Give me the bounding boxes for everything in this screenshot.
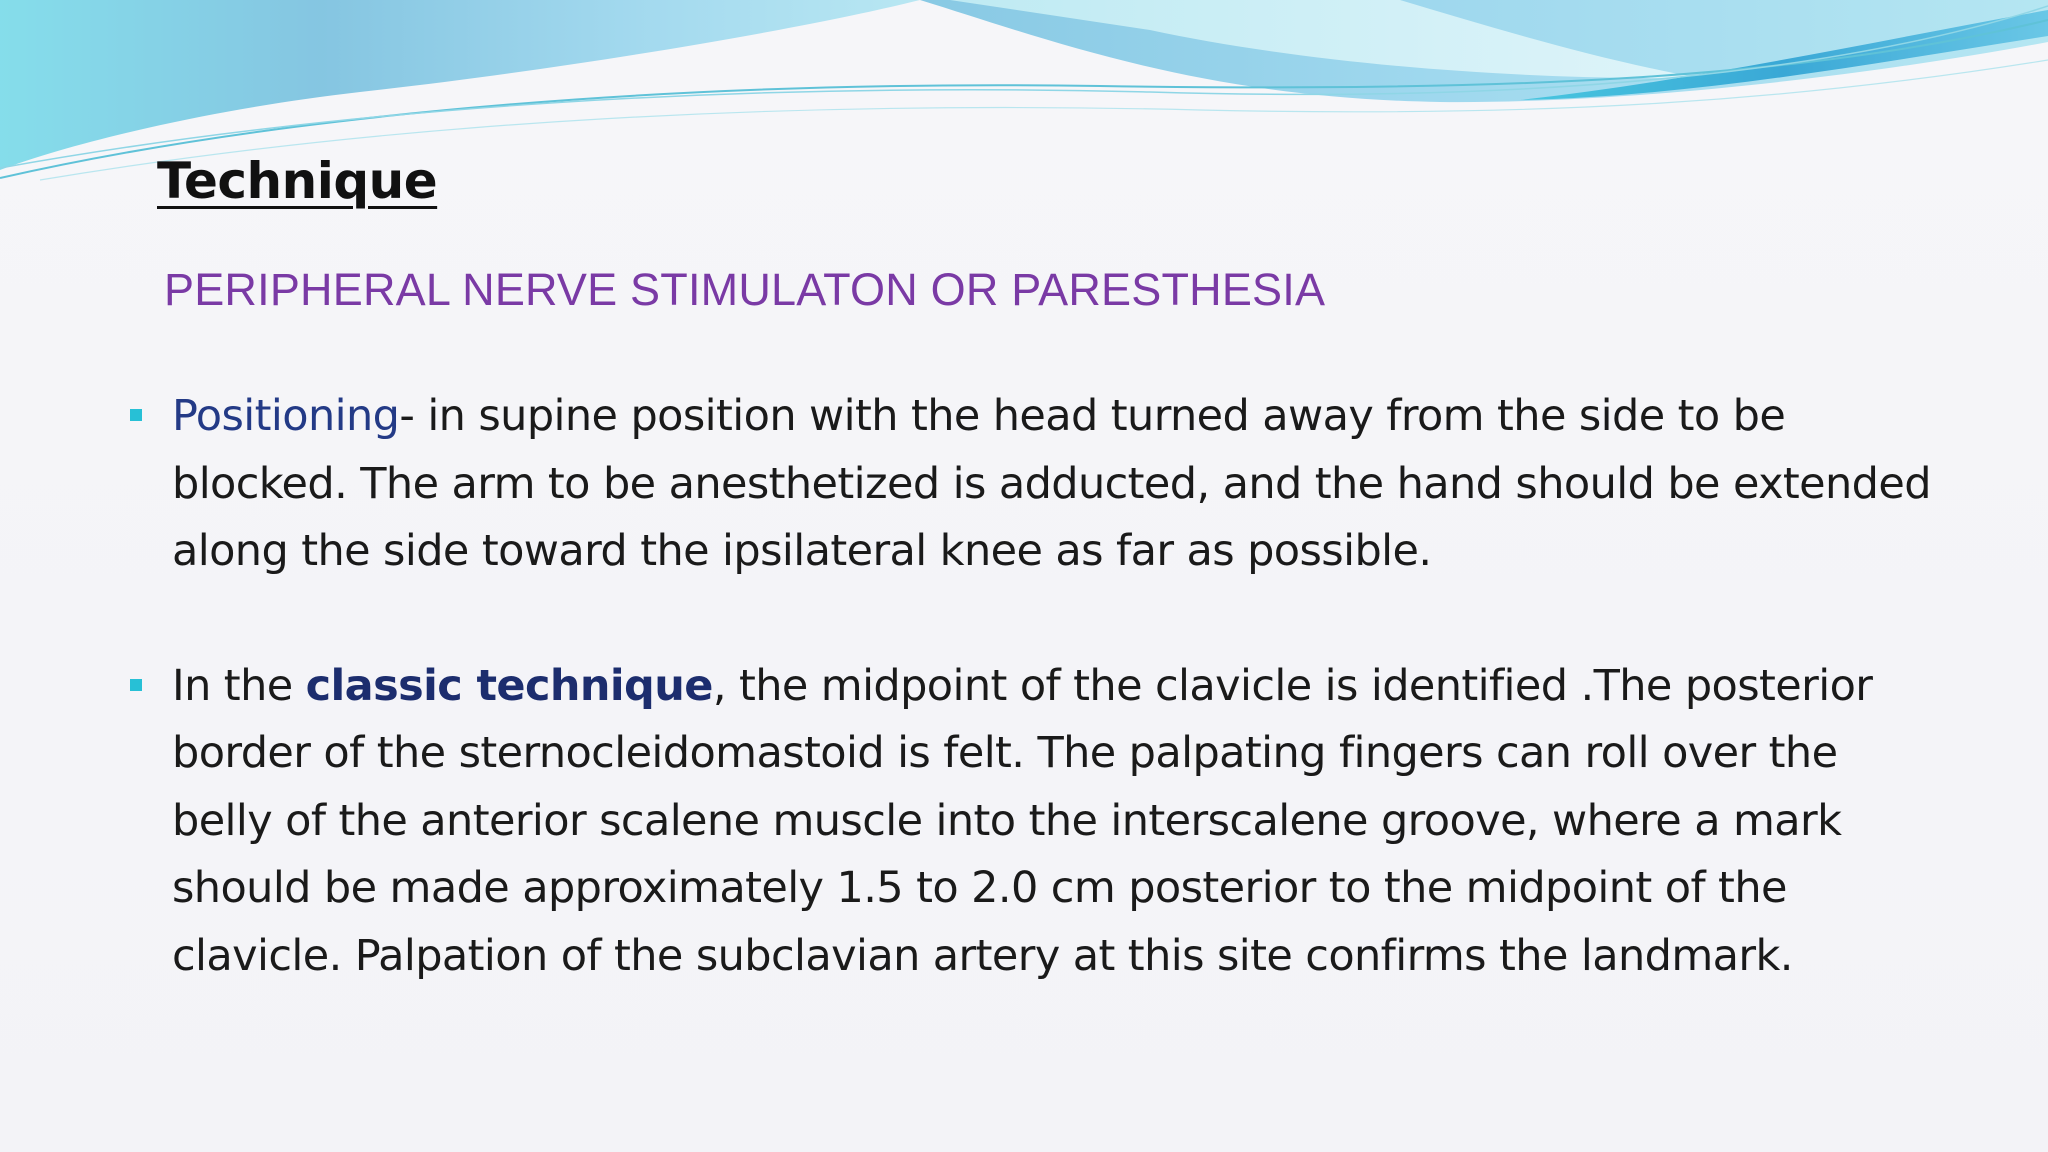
slide-title: Technique [157,152,438,210]
bullet-list [130,383,1930,990]
bullet-lead-positioning: Positioning [172,391,400,441]
bullet-lead-classic-technique: classic technique [305,660,713,711]
square-bullet-icon [130,409,142,421]
slide-subtitle: PERIPHERAL NERVE STIMULATON OR PARESTHESIA [164,264,1326,315]
bullet-line: clavicle. Palpation of the subclavian artery at this site confirms the landmark. [172,930,1793,981]
wave-band-left [0,0,920,170]
bullet-classic-technique [130,653,1930,991]
bullet-line: border of the sternocleidomastoid is felt. The palpating fingers can roll over the [172,728,1838,778]
bullet-line: Positioning- in supine position with the head turned away from the side to be [172,391,1786,441]
bullet-line: along the side toward the ipsilateral knee as far as possible. [172,526,1432,576]
square-bullet-icon [130,679,142,691]
bullet-line: blocked. The arm to be anesthetized is adducted, and the hand should be extended [172,458,1931,509]
bullet-positioning [130,383,1930,586]
bullet-line: should be made approximately 1.5 to 2.0 cm posterior to the midpoint of the [172,863,1787,913]
bullet-line: belly of the anterior scalene muscle into the interscalene groove, where a mark [172,795,1842,846]
bullet-line: In the classic technique, the midpoint of the clavicle is identified .The posterior [172,660,1873,711]
